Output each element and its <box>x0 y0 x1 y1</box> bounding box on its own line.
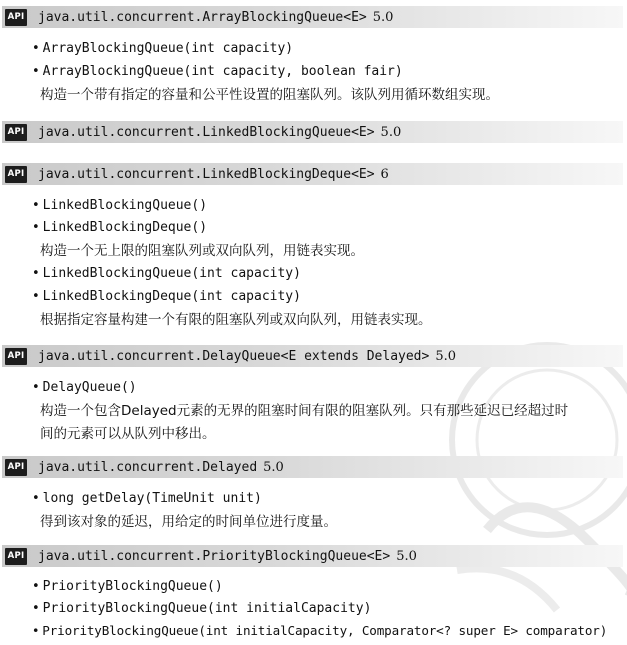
api-badge-icon: API <box>5 166 27 183</box>
version: 5.0 <box>396 548 417 564</box>
watermark-seal-icon <box>397 330 627 630</box>
bullet: • <box>32 601 40 616</box>
bullet: • <box>32 623 40 638</box>
method-signature: • LinkedBlockingQueue(int capacity) <box>32 266 301 281</box>
api-header-arrayblockingqueue <box>2 6 623 28</box>
class-name: java.util.concurrent.DelayQueue<E extends Delayed> <box>38 348 430 364</box>
class-name: java.util.concurrent.LinkedBlockingDeque<E> <box>38 166 375 182</box>
bullet: • <box>32 289 40 304</box>
bullet: • <box>32 64 40 79</box>
method-description: 构造一个包含Delayed元素的无界的阻塞时间有限的阻塞队列。只有那些延迟已经超过时 <box>40 403 569 419</box>
method-description: 构造一个无上限的阻塞队列或双向队列，用链表实现。 <box>40 243 364 259</box>
method-signature: • ArrayBlockingQueue(int capacity, boolean fair) <box>32 64 403 79</box>
version: 5.0 <box>380 124 402 140</box>
method-signature: • LinkedBlockingDeque() <box>32 220 208 235</box>
bullet: • <box>32 380 40 395</box>
api-header-delayed <box>2 456 623 478</box>
api-badge-icon: API <box>5 548 27 565</box>
method-description: 构造一个带有指定的容量和公平性设置的阻塞队列。该队列用循环数组实现。 <box>40 87 499 103</box>
method-signature: • long getDelay(TimeUnit unit) <box>32 491 262 506</box>
class-name: java.util.concurrent.LinkedBlockingQueue<E> <box>38 124 375 140</box>
method-signature: • LinkedBlockingQueue() <box>32 198 208 213</box>
method-signature: • PriorityBlockingQueue() <box>32 579 223 594</box>
version: 5.0 <box>263 459 284 475</box>
version: 5.0 <box>372 9 394 25</box>
version: 5.0 <box>435 348 457 364</box>
api-badge-icon: API <box>5 348 27 365</box>
version: 6 <box>380 166 389 182</box>
method-description: 得到该对象的延迟，用给定的时间单位进行度量。 <box>40 514 337 530</box>
api-badge-icon: API <box>5 9 27 26</box>
bullet: • <box>32 41 40 56</box>
class-name: java.util.concurrent.Delayed <box>38 459 258 475</box>
api-badge-icon: API <box>5 124 27 141</box>
method-signature: • PriorityBlockingQueue(int initialCapacity) <box>32 601 372 616</box>
api-header-linkedblockingqueue <box>2 121 623 143</box>
api-header-priorityblockingqueue <box>2 545 623 567</box>
bullet: • <box>32 198 40 213</box>
class-name: java.util.concurrent.PriorityBlockingQueue<E> <box>38 548 391 564</box>
method-signature: • DelayQueue() <box>32 380 137 395</box>
api-header-linkedblockingdeque <box>2 163 623 185</box>
method-signature: • ArrayBlockingQueue(int capacity) <box>32 41 294 56</box>
class-name: java.util.concurrent.ArrayBlockingQueue<E> <box>38 9 367 25</box>
method-description: 根据指定容量构建一个有限的阻塞队列或双向队列，用链表实现。 <box>40 312 432 328</box>
bullet: • <box>32 220 40 235</box>
api-badge-icon: API <box>5 459 27 476</box>
bullet: • <box>32 491 40 506</box>
method-signature: • LinkedBlockingDeque(int capacity) <box>32 289 301 304</box>
api-header-delayqueue <box>2 345 623 367</box>
method-signature: • PriorityBlockingQueue(int initialCapacity, Comparator<? super E> comparator) <box>32 623 608 638</box>
bullet: • <box>32 579 40 594</box>
bullet: • <box>32 266 40 281</box>
method-description: 间的元素可以从队列中移出。 <box>40 426 216 442</box>
